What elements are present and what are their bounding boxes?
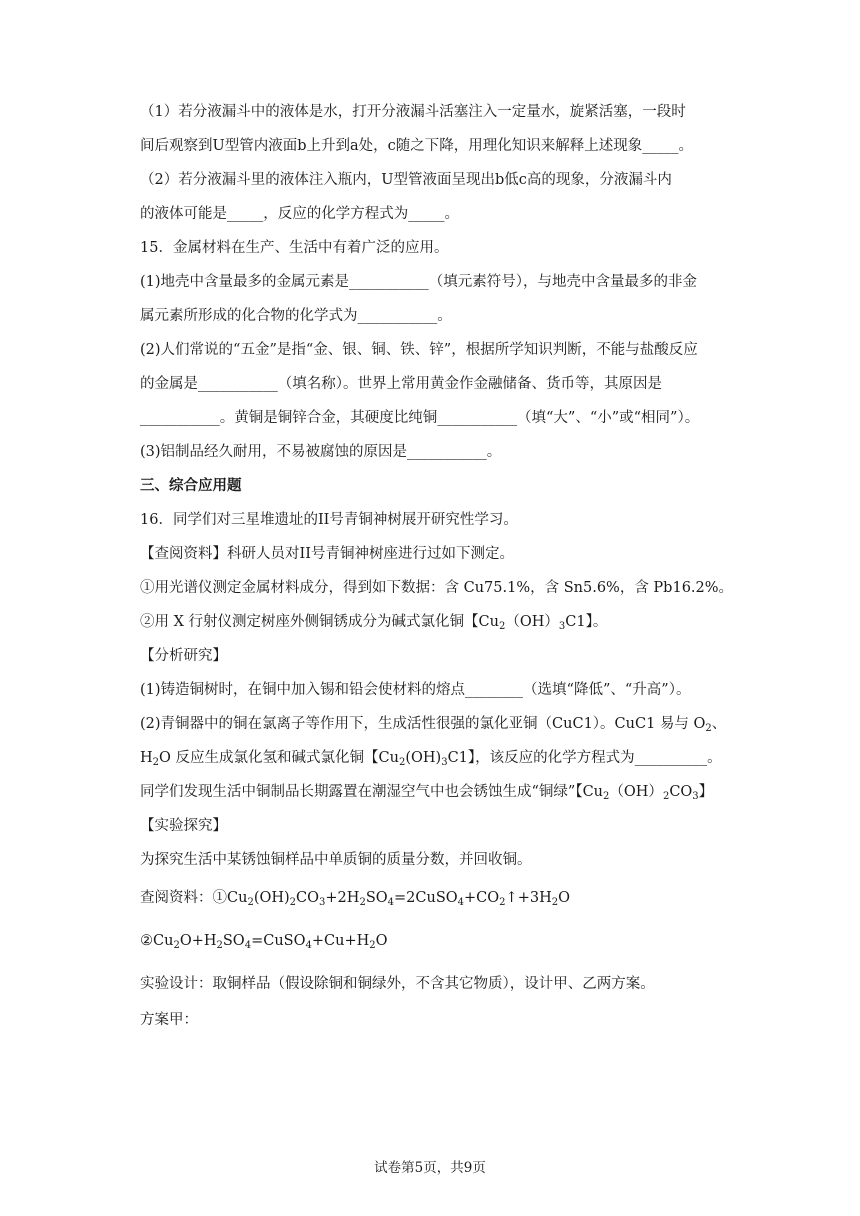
page-footer: 试卷第5页，共9页 xyxy=(374,1160,486,1176)
q16-design: 实验设计：取铜样品（假设除铜和铜绿外，不含其它物质），设计甲、乙两方案。 xyxy=(140,976,655,992)
q16-plan-a: 方案甲： xyxy=(140,1012,198,1028)
q15-title: 15．金属材料在生产、生活中有着广泛的应用。 xyxy=(140,240,449,256)
section-title: 三、综合应用题 xyxy=(140,477,242,494)
q16-a1: (1)铸造铜树时，在铜中加入锡和铅会使材料的熔点________（选填“降低”、“升高”）。 xyxy=(140,682,691,698)
q16-exp-header: 【实验探究】 xyxy=(140,818,227,834)
q15-p3: (3)铝制品经久耐用，不易被腐蚀的原因是___________。 xyxy=(140,444,502,460)
q14-p1-line2: 间后观察到U型管内液面b上升到a处，c随之下降，用理化知识来解释上述现象_____。 xyxy=(140,138,694,154)
q15-p2-line3: ___________。黄铜是铜锌合金，其硬度比纯铜___________（填“大”、“小”或“相同”）。 xyxy=(140,410,700,426)
q16-a2-line2: $H_2O$ 反应生成氯化氢和碱式氯化铜【$Cu_2(OH)_3C1$】，该反应的化学方程式为__________。 xyxy=(140,750,722,768)
q16-a2-line1: (2)青铜器中的铜在氯离子等作用下，生成活性很强的氯化亚铜（CuC1）。CuC1 易与 $O_2$、 xyxy=(140,716,727,734)
q14-p2-line1: （2）若分液漏斗里的液体注入瓶内，U型管液面呈现出b低c高的现象，分液漏斗内 xyxy=(140,172,672,188)
q16-equation-2: $②Cu_2O+H_2SO_4=CuSO_4+Cu+H_2O$ xyxy=(140,933,388,951)
q16-exp-intro: 为探究生活中某锈蚀铜样品中单质铜的质量分数，并回收铜。 xyxy=(140,852,532,868)
q14-p1-line1: （1）若分液漏斗中的液体是水，打开分液漏斗活塞注入一定量水，旋紧活塞，一段时 xyxy=(140,104,686,120)
q16-ref-header: 【查阅资料】科研人员对II号青铜神树座进行过如下测定。 xyxy=(140,546,514,562)
q14-p2-line2: 的液体可能是_____，反应的化学方程式为_____。 xyxy=(140,206,459,222)
q15-p1-line2: 属元素所形成的化合物的化学式为___________。 xyxy=(140,308,452,324)
q15-p2-line1: (2)人们常说的“五金”是指“金、银、铜、铁、锌”，根据所学知识判断，不能与盐酸反应 xyxy=(140,342,698,358)
q15-p2-line2: 的金属是___________（填名称）。世界上常用黄金作金融储备、货币等，其原因是 xyxy=(140,376,662,392)
q15-p1-line1: (1)地壳中含量最多的金属元素是___________（填元素符号），与地壳中含量最多的非金 xyxy=(140,274,698,290)
q16-a2-line3: 同学们发现生活中铜制品长期露置在潮湿空气中也会锈蚀生成“铜绿”【$Cu_2(OH)_2CO_3$】 xyxy=(140,784,714,802)
q16-title: 16．同学们对三星堆遗址的II号青铜神树展开研究性学习。 xyxy=(140,512,518,528)
q16-ref2: ②用 X 行射仪测定树座外侧铜锈成分为碱式氯化铜【$Cu_2(OH)_3C1$】。 xyxy=(140,614,608,632)
q16-ref1: ①用光谱仪测定金属材料成分，得到如下数据：含 Cu75.1%，含 Sn5.6%，含 Pb16.2%。 xyxy=(140,580,734,596)
q16-analysis-header: 【分析研究】 xyxy=(140,648,227,664)
q16-equation-1: 查阅资料：$①Cu_2(OH)_2CO_3+2H_2SO_4=2CuSO_4+CO_2↑+3H_2O$ xyxy=(140,890,570,908)
